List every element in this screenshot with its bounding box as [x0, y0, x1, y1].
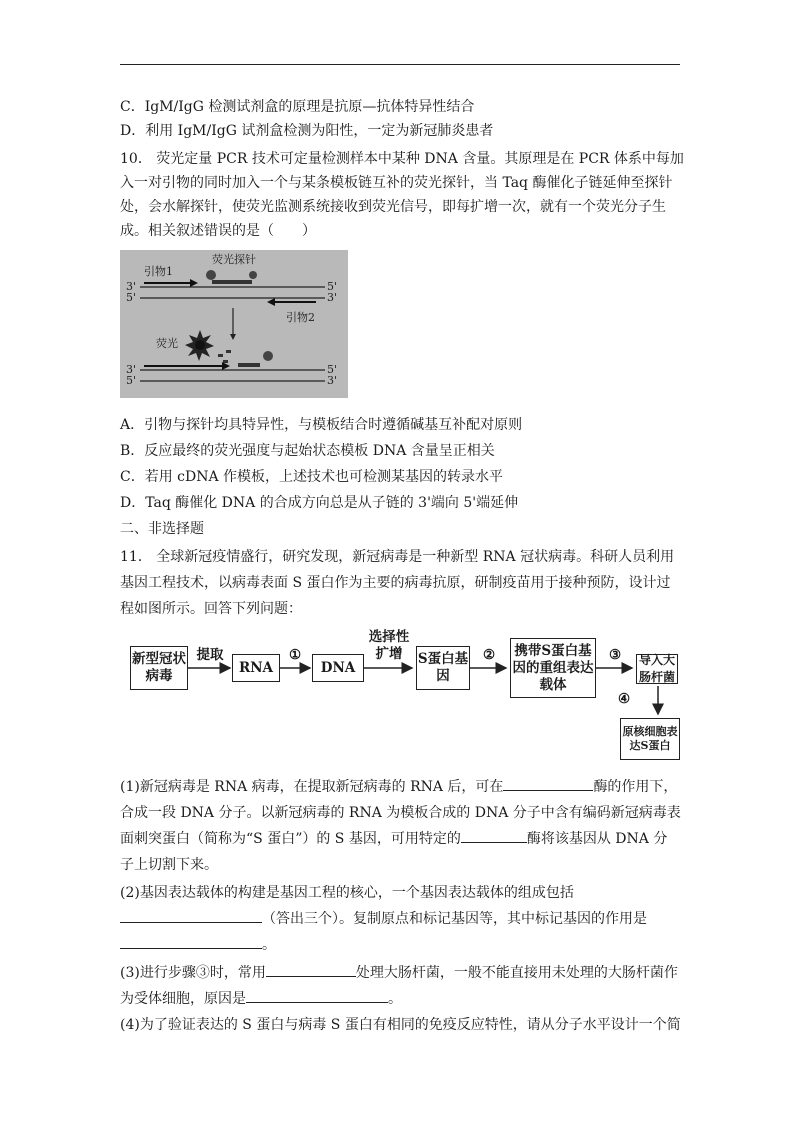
q11-line-3: 程如图所示。回答下列问题： [120, 601, 302, 617]
blank-5[interactable] [266, 962, 356, 977]
q10-option-b: B．反应最终的荧光强度与起始状态模板 DNA 含量呈正相关 [120, 443, 495, 459]
blank-4[interactable] [120, 934, 262, 949]
q11-sub1-line-3: 面刺突蛋白（简称为“S 蛋白”）的 S 基因，可用特定的 酶将该基因从 DNA 分 [120, 828, 680, 850]
box-dna: DNA [312, 654, 364, 682]
label-step1: ① [288, 647, 302, 663]
option-d-prev: D．利用 IgM/IgG 试剂盒检测为阳性，一定为新冠肺炎患者 [120, 123, 494, 139]
label-step2: ② [482, 647, 496, 663]
blank-1[interactable] [503, 776, 593, 791]
probe-label: 荧光探针 [212, 253, 256, 266]
q10-option-a: A．引物与探针均具特异性，与模板结合时遵循碱基互补配对原则 [120, 417, 523, 433]
q11-line-1: 11． 全球新冠疫情盛行，研究发现，新冠病毒是一种新型 RNA 冠状病毒。科研人员利用 [120, 549, 675, 565]
q11-sub1-line-1: (1)新冠病毒是 RNA 病毒，在提取新冠病毒的 RNA 后，可在 酶的作用下， [120, 776, 680, 798]
q11-sub3-line-2: 为受体细胞，原因是 。 [120, 988, 680, 1010]
box-virus: 新型冠状病毒 [130, 646, 188, 690]
primer2-label: 引物2 [286, 311, 315, 324]
end-5-top: 5' [327, 280, 338, 293]
box-express: 原核细胞表达S蛋白 [620, 718, 680, 760]
vaccine-flowchart [120, 628, 680, 768]
end-5-bottom2: 5' [126, 374, 137, 387]
q10-line-2: 入一对引物的同时加入一个与某条模板链互补的荧光探针，当 Taq 酶催化子链延伸至探针 [120, 175, 673, 191]
end-3-top: 3' [126, 280, 137, 293]
q11-sub1-line-2: 合成一段 DNA 分子。以新冠病毒的 RNA 为模板合成的 DNA 分子中含有编码新冠病毒表 [120, 805, 681, 821]
q10-line-1: 10． 荧光定量 PCR 技术可定量检测样本中某种 DNA 含量。其原理是在 PCR 体系中每加 [120, 151, 684, 167]
end-5-top2: 5' [126, 291, 137, 304]
flow-branch [600, 686, 680, 766]
q11-sub3-line-1: (3)进行步骤③时，常用 处理大肠杆菌，一般不能直接用未处理的大肠杆菌作 [120, 962, 680, 984]
q10-line-3: 处，会水解探针，使荧光监测系统接收到荧光信号，即每扩增一次，就有一个荧光分子生 [120, 199, 666, 215]
q10-option-c: C．若用 cDNA 作模板，上述技术也可检测某基因的转录水平 [120, 469, 504, 485]
primer1-label: 引物1 [144, 265, 173, 278]
label-step4: ④ [617, 691, 631, 707]
box-ecoli: 导入大肠杆菌 [636, 654, 678, 684]
label-step3: ③ [608, 647, 622, 663]
label-amplify-1: 选择性 [368, 629, 410, 645]
fluor-label: 荧光 [156, 337, 178, 350]
blank-6[interactable] [246, 988, 388, 1003]
blank-2[interactable] [461, 828, 527, 843]
q11-line-2: 基因工程技术，以病毒表面 S 蛋白作为主要的病毒抗原，研制疫苗用于接种预防，设计过 [120, 575, 671, 591]
end-3-top2: 3' [327, 291, 338, 304]
q11-sub2-line-2: （答出三个）。复制原点和标记基因等，其中标记基因的作用是 [120, 908, 680, 930]
q11-sub1-line-4: 子上切割下来。 [120, 857, 218, 873]
q11-sub2-line-1: (2)基因表达载体的构建是基因工程的核心，一个基因表达载体的组成包括 [120, 885, 574, 901]
end-3-bottom: 3' [126, 363, 137, 376]
end-3-bottom2: 3' [327, 374, 338, 387]
label-amplify-2: 扩增 [375, 646, 403, 662]
section-heading: 二、非选择题 [120, 521, 204, 537]
blank-3[interactable] [120, 908, 262, 923]
end-5-bottom: 5' [327, 363, 338, 376]
q10-line-4: 成。相关叙述错误的是（ ） [120, 223, 316, 239]
label-extract: 提取 [196, 647, 224, 663]
q10-option-d: D．Taq 酶催化 DNA 的合成方向总是从子链的 3'端向 5'端延伸 [120, 495, 519, 511]
box-sgene: S蛋白基因 [416, 646, 470, 690]
box-rna: RNA [232, 654, 280, 682]
q11-sub2-line-3: 。 [120, 934, 680, 956]
pcr-probe-figure [120, 250, 348, 398]
option-c-prev: C．IgM/IgG 检测试剂盒的原理是抗原—抗体特异性结合 [120, 99, 475, 115]
box-vector: 携带S蛋白基因的重组表达载体 [510, 638, 596, 698]
q11-sub4-line-1: (4)为了验证表达的 S 蛋白与病毒 S 蛋白有相同的免疫反应特性，请从分子水平设计一个简 [120, 1017, 681, 1033]
header-rule [120, 64, 680, 65]
